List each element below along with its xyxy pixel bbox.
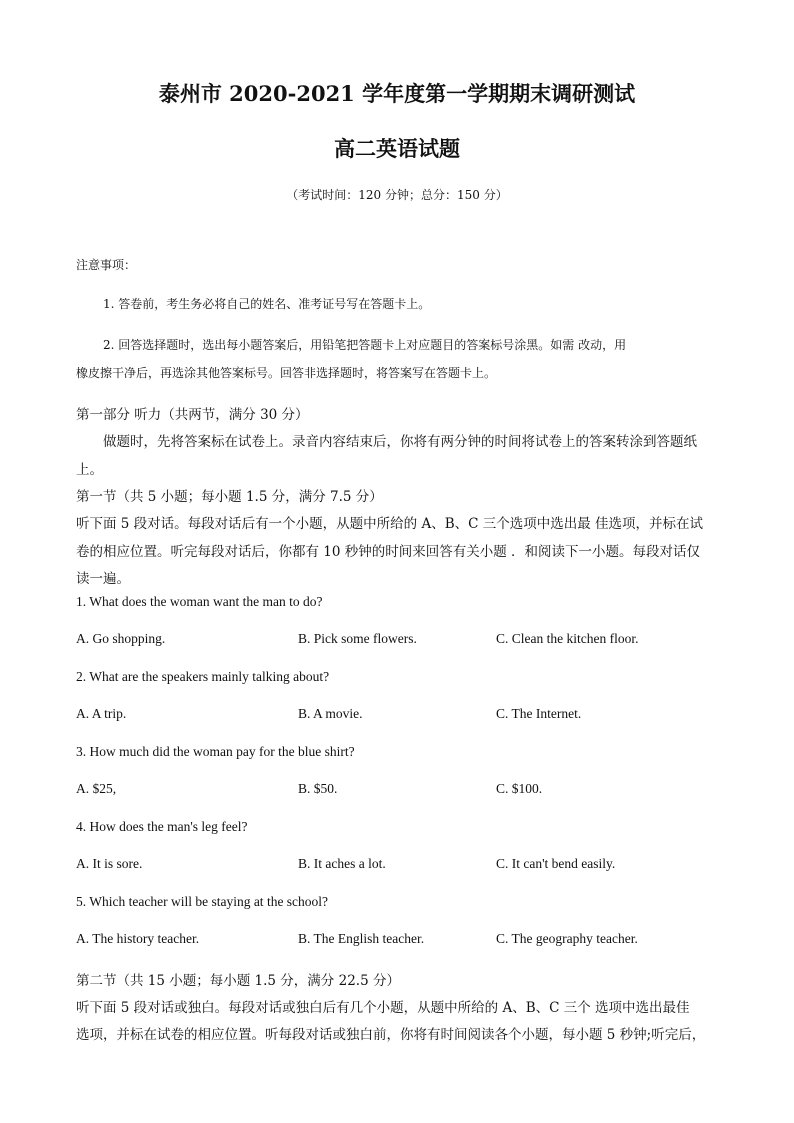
option-c: C. It can't bend easily. bbox=[496, 856, 616, 871]
notice-item-2-line-2: 橡皮擦干净后，再选涂其他答案标号。回答非选择题时，将答案写在答题卡上。 bbox=[76, 366, 497, 380]
option-a: A. Go shopping. bbox=[76, 631, 166, 646]
question-stem: 3. How much did the woman pay for the blue shirt? bbox=[76, 744, 355, 759]
section2-instr-line-1: 听下面 5 段对话或独白。每段对话或独白后有几个小题，从题中所给的 A、B、C 三个 选项中选出最佳 bbox=[76, 1000, 690, 1016]
question-stem: 2. What are the speakers mainly talking about? bbox=[76, 669, 330, 684]
section1-instr-line-1: 听下面 5 段对话。每段对话后有一个小题，从题中所给的 A、B、C 三个选项中选出最 佳选项，并标在试 bbox=[76, 516, 704, 532]
section2-instr-line-2: 选项，并标在试卷的相应位置。听每段对话或独白前，你将有时间阅读各个小题，每小题 5 秒钟;听完后， bbox=[76, 1027, 706, 1043]
part1-intro-line-2: 上。 bbox=[76, 462, 103, 478]
exam-subtitle: 高二英语试题 bbox=[334, 136, 460, 161]
notice-item-2-line-1: 2. 回答选择题时，选出每小题答案后，用铅笔把答题卡上对应题目的答案标号涂黑。如需 改动，用 bbox=[103, 338, 627, 352]
section1-instr-line-3: 读一遍。 bbox=[76, 571, 130, 587]
section2-heading: 第二节（共 15 小题；每小题 1.5 分，满分 22.5 分） bbox=[76, 973, 400, 989]
option-a: A. The history teacher. bbox=[76, 931, 200, 946]
option-a: A. It is sore. bbox=[76, 856, 143, 871]
option-a: A. $25, bbox=[76, 781, 117, 796]
option-b: B. $50. bbox=[298, 781, 338, 796]
part1-heading: 第一部分 听力（共两节，满分 30 分） bbox=[76, 407, 309, 423]
notice-item-1: 1. 答卷前，考生务必将自己的姓名、准考证号写在答题卡上。 bbox=[103, 297, 431, 311]
exam-info: （考试时间：120 分钟；总分：150 分） bbox=[286, 188, 508, 202]
option-b: B. A movie. bbox=[298, 706, 363, 721]
option-b: B. It aches a lot. bbox=[298, 856, 386, 871]
option-c: C. The Internet. bbox=[496, 706, 582, 721]
notice-heading: 注意事项： bbox=[76, 258, 137, 272]
option-c: C. $100. bbox=[496, 781, 543, 796]
option-a: A. A trip. bbox=[76, 706, 127, 721]
section1-heading: 第一节（共 5 小题；每小题 1.5 分，满分 7.5 分） bbox=[76, 489, 383, 505]
option-c: C. The geography teacher. bbox=[496, 931, 638, 946]
question-stem: 4. How does the man's leg feel? bbox=[76, 819, 248, 834]
question-stem: 1. What does the woman want the man to do? bbox=[76, 594, 323, 609]
exam-title: 泰州市 2020-2021 学年度第一学期期末调研测试 bbox=[158, 81, 636, 106]
option-b: B. The English teacher. bbox=[298, 931, 425, 946]
section1-instr-line-2: 卷的相应位置。听完每段对话后，你都有 10 秒钟的时间来回答有关小题 ．和阅读下一小题。每段对话仅 bbox=[76, 544, 701, 560]
option-b: B. Pick some flowers. bbox=[298, 631, 417, 646]
part1-intro-line-1: 做题时，先将答案标在试卷上。录音内容结束后，你将有两分钟的时间将试卷上的答案转涂到答题纸 bbox=[103, 434, 697, 450]
option-c: C. Clean the kitchen floor. bbox=[496, 631, 639, 646]
question-stem: 5. Which teacher will be staying at the school? bbox=[76, 894, 329, 909]
